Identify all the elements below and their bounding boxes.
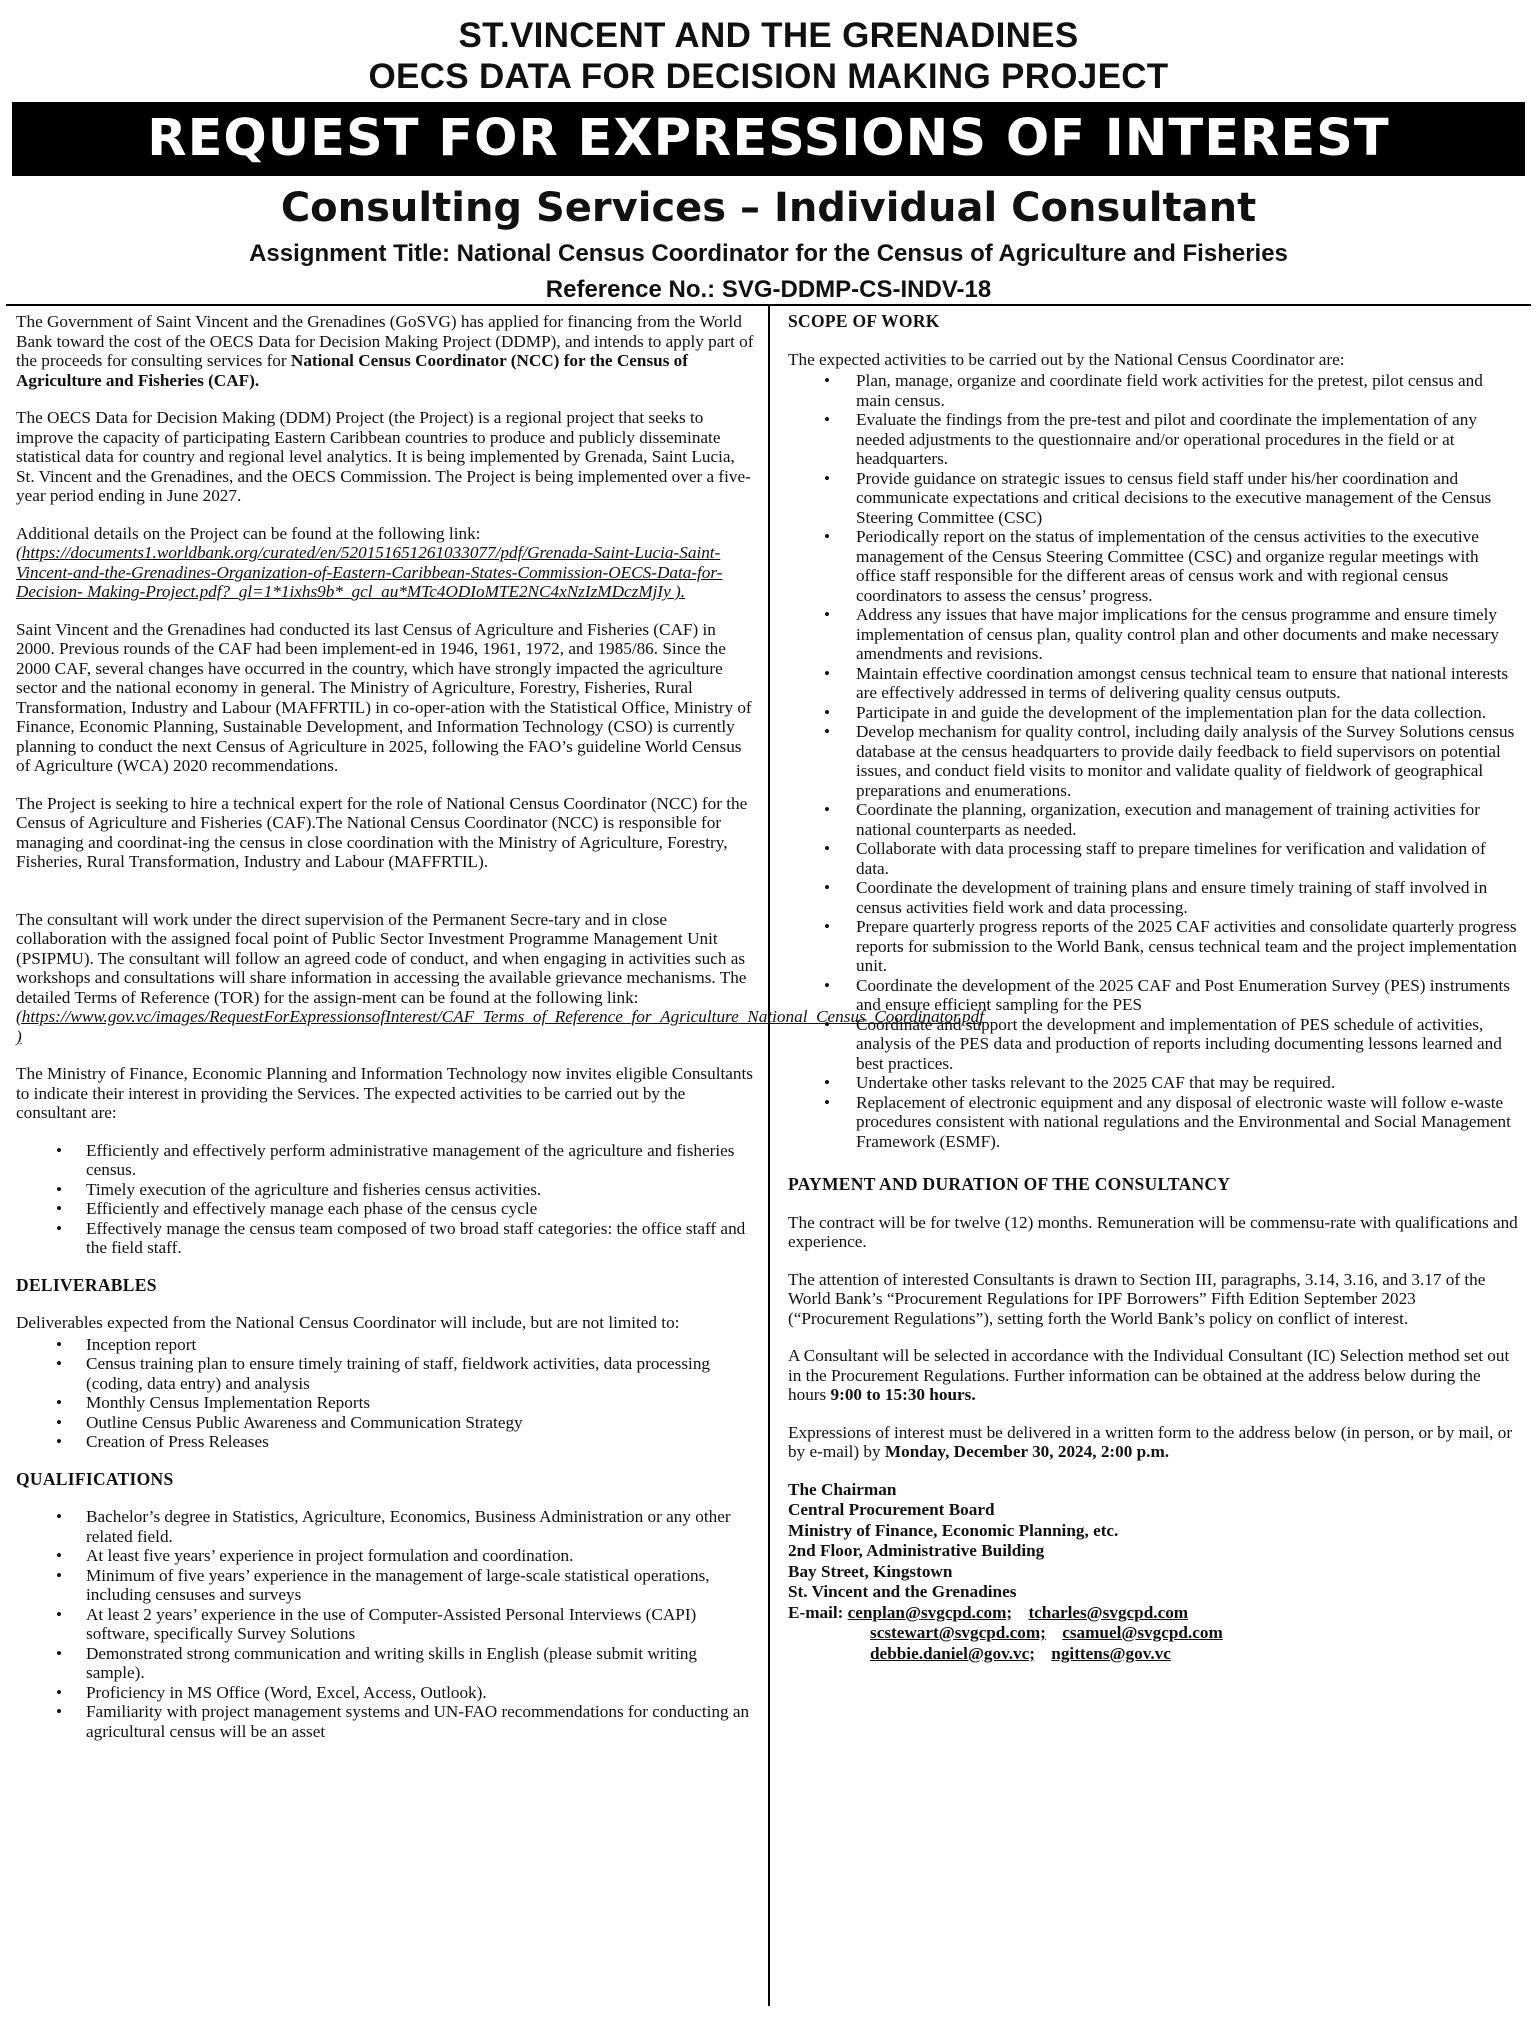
address-line: Bay Street, Kingstown [788, 1561, 953, 1581]
list-item: • Replacement of electronic equipment and any disposal of electronic waste will follow e-waste procedures consistent with national regulations and the Environmental and Social Management Framework (ESMF). [788, 1093, 1519, 1152]
list-item: • Bachelor’s degree in Statistics, Agriculture, Economics, Business Administration or any other related field. [16, 1507, 754, 1546]
email-link[interactable]: debbie.daniel@gov.vc; [870, 1643, 1035, 1663]
list-item: • Proficiency in MS Office (Word, Excel, Access, Outlook). [16, 1683, 754, 1703]
worldbank-link[interactable]: (https://documents1.worldbank.org/curated/en/520151651261033077/pdf/Grenada-Saint-Lucia-Saint-Vincent-and-the-Grenadines-Organization-of-Eastern-Caribbean-States-Commission-OECS-Data-for-Decision- Making-Project.pdf?_gl=1*1ixhs9b*_gcl_au*MTc4ODIoMTE2NC4xNzIzMDczMjIy ). [16, 543, 723, 601]
address-line: The Chairman [788, 1479, 897, 1499]
list-item: • Effectively manage the census team composed of two broad staff categories: the office staff and the field staff. [16, 1219, 754, 1258]
rfe-banner: REQUEST FOR EXPRESSIONS OF INTEREST [12, 102, 1525, 176]
list-item: • Coordinate the planning, organization, execution and management of training activities for national counterparts as needed. [788, 800, 1519, 839]
qualifications-list [16, 1507, 754, 1741]
list-item: • Timely execution of the agriculture and fisheries census activities. [16, 1180, 754, 1200]
list-item: • At least 2 years’ experience in the use of Computer-Assisted Personal Interviews (CAPI) software, specifically Survey Solutions [16, 1605, 754, 1644]
email-link[interactable]: cenplan@svgcpd.com; [847, 1602, 1013, 1622]
list-item: • Evaluate the findings from the pre-test and pilot and coordinate the implementation of any needed adjustments to the questionnaire and/or operational procedures in the field or at headquarters. [788, 410, 1519, 469]
list-item: • Develop mechanism for quality control, including daily analysis of the Survey Solutions census database at the census headquarters to provide daily feedback to field supervisors on potential issues, and conduct field visits to monitor and validate quality of fieldwork of geographical preparations and enumerations. [788, 722, 1519, 800]
list-item: • Creation of Press Releases [16, 1432, 754, 1452]
email-link[interactable]: csamuel@svgcpd.com [1062, 1623, 1223, 1642]
deliverables-list [16, 1335, 754, 1452]
list-item: • Coordinate the development of training plans and ensure timely training of staff involved in census activities field work and data processing. [788, 878, 1519, 917]
list-item: • Outline Census Public Awareness and Communication Strategy [16, 1413, 754, 1433]
email-link[interactable]: scstewart@svgcpd.com; [870, 1623, 1046, 1642]
list-item: • Minimum of five years’ experience in the management of large-scale statistical operations, including censuses and surveys [16, 1566, 754, 1605]
intro-bold: National Census Coordinator (NCC) for the Census of Agriculture and Fisheries (CAF). [16, 351, 688, 390]
assignment-title: Assignment Title: National Census Coordinator for the Census of Agriculture and Fisheries [249, 240, 1288, 267]
project-paragraph: The OECS Data for Decision Making (DDM) Project (the Project) is a regional project that seeks to improve the capacity of participating Eastern Caribbean countries to produce and publicly disseminate statistical data for country and regional level analytics. It is being implemented by Grenada, Saint Lucia, St. Vincent and the Grenadines, and the OECS Commission. The Project is being implemented over a five-year period ending in June 2027. [16, 408, 751, 505]
address-line: 2nd Floor, Administrative Building [788, 1541, 1045, 1560]
address-line: Ministry of Finance, Economic Planning, etc. [788, 1520, 1119, 1540]
scope-heading: SCOPE OF WORK [788, 311, 940, 331]
list-item: • Provide guidance on strategic issues to census field staff under his/her coordination and communicate expectations and critical decisions to the executive management of the Census Steering Committee (CSC) [788, 469, 1519, 528]
list-item: • Inception report [16, 1335, 754, 1355]
deadline-paragraph: Expressions of interest must be delivered in a written form to the address below (in person, or by mail, or by e-mail) by Monday, December 30, 2024, 2:00 p.m. [788, 1422, 1513, 1461]
deliverables-heading: DELIVERABLES [16, 1274, 157, 1295]
list-item: • Maintain effective coordination amongst census technical team to ensure that national interests are effectively addressed in terms of delivering quality census outputs. [788, 664, 1519, 703]
list-item: • Participate in and guide the development of the implementation plan for the data collection. [788, 703, 1519, 723]
list-item: • Efficiently and effectively perform administrative management of the agriculture and fisheries census. [16, 1141, 754, 1180]
list-item: • Familiarity with project management systems and UN-FAO recommendations for conducting an agricultural census will be an asset [16, 1702, 754, 1741]
list-item: • Census training plan to ensure timely training of staff, fieldwork activities, data processing (coding, data entry) and analysis [16, 1354, 754, 1393]
list-item: • Coordinate the development of the 2025 CAF and Post Enumeration Survey (PES) instruments and ensure efficient sampling for the PES [788, 976, 1519, 1015]
list-item: • Undertake other tasks relevant to the 2025 CAF that may be required. [788, 1073, 1519, 1093]
payment-heading: PAYMENT AND DURATION OF THE CONSULTANCY [788, 1174, 1231, 1194]
address-block [788, 1480, 1519, 1665]
activities-list [16, 1141, 754, 1258]
intro-paragraph: The Government of Saint Vincent and the Grenadines (GoSVG) has applied for financing from the World Bank toward the cost of the OECS Data for Decision Making Project (DDMP), and intends to apply part of the proceeds for consulting services for National Census Coordinator (NCC) for the Census of Agriculture and Fisheries (CAF). [16, 312, 754, 390]
list-item: • Plan, manage, organize and coordinate field work activities for the pretest, pilot census and main census. [788, 371, 1519, 410]
supervision-paragraph: The consultant will work under the direct supervision of the Permanent Secre-tary and in close collaboration with the assigned focal point of Public Sector Investment Programme Management Unit (PSIPMU). The consultant will follow an agreed code of conduct, and when engaging in activities such as workshops and consultations will share information in accessing the available grievance mechanisms. The detailed Terms of Reference (TOR) for the assign-ment can be found at the following link: (https://www.gov.vc/images/RequestForExpressionsofInterest/CAF_Terms_of_Reference_for_Agriculture_National_Census_Coordinator.pdf ) [16, 909, 984, 1046]
address-line: Central Procurement Board [788, 1500, 995, 1519]
history-paragraph: Saint Vincent and the Grenadines had conducted its last Census of Agriculture and Fisheries (CAF) in 2000. Previous rounds of the CAF had been implement-ed in 1946, 1961, 1972, and 1985/86. Since the 2000 CAF, several changes have occurred in the country, which have strongly impacted the agriculture sector and the national economy in general. The Ministry of Agriculture, Forestry, Fisheries, Rural Transformation, Industry and Labour (MAFFRTIL) in co-oper-ation with the Statistical Office, Ministry of Finance, Economic Planning, Sustainable Development, and Information Technology (CSO) is currently planning to conduct the next Census of Agriculture in 2025, following the FAO’s guideline World Census of Agriculture (WCA) 2020 recommendations. [16, 619, 752, 775]
email-label: E-mail: [788, 1602, 844, 1622]
header [6, 0, 1531, 308]
country-title: ST.VINCENT AND THE GRENADINES [458, 16, 1079, 55]
selection-paragraph: A Consultant will be selected in accordance with the Individual Consultant (IC) Selection method set out in the Procurement Regulations. Further information can be obtained at the address below during the hours 9:00 to 15:30 hours. [788, 1346, 1510, 1404]
deliverables-intro: Deliverables expected from the National Census Coordinator will include, but are not limited to: [16, 1313, 680, 1332]
email-row [788, 1603, 1519, 1624]
list-item: • Demonstrated strong communication and writing skills in English (please submit writing sample). [16, 1644, 754, 1683]
body-columns [6, 304, 1531, 2006]
contract-paragraph: The contract will be for twelve (12) months. Remuneration will be commensu-rate with qualifications and experience. [788, 1212, 1518, 1251]
invitation-paragraph: The Ministry of Finance, Economic Planning and Information Technology now invites eligible Consultants to indicate their interest in providing the Services. The expected activities to be carried out by the consultant are: [16, 1064, 753, 1122]
deadline: Monday, December 30, 2024, 2:00 p.m. [884, 1442, 1170, 1461]
list-item: • Prepare quarterly progress reports of the 2025 CAF activities and consolidate quarterly progress reports for submission to the World Bank, census technical team and the project implementation unit. [788, 917, 1519, 976]
tor-link[interactable]: (https://www.gov.vc/images/RequestForExpressionsofInterest/CAF_Terms_of_Reference_for_Agriculture_National_Census_Coordinator.pdf ) [16, 1007, 984, 1046]
email-link[interactable]: ngittens@gov.vc [1051, 1643, 1171, 1663]
list-item: • Address any issues that have major implications for the census programme and ensure timely implementation of census plan, quality control plan and other documents and make necessary amendments and revisions. [788, 605, 1519, 664]
email-row [788, 1623, 1519, 1644]
reference-number: Reference No.: SVG-DDMP-CS-INDV-18 [545, 276, 992, 303]
email-row [788, 1644, 1519, 1665]
right-column [770, 306, 1531, 2006]
list-item: • At least five years’ experience in project formulation and coordination. [16, 1546, 754, 1566]
list-item: • Efficiently and effectively manage each phase of the census cycle [16, 1199, 754, 1219]
list-item: • Periodically report on the status of implementation of the census activities to the executive management of the Census Steering Committee (CSC) and organize regular meetings with office staff responsible for the different areas of census work and with regional census coordinators to assess the census’ progress. [788, 527, 1519, 605]
details-paragraph: Additional details on the Project can be found at the following link: (https://documents1.worldbank.org/curated/en/520151651261033077/pdf/Grenada-Saint-Lucia-Saint-Vincent-and-the-Grenadines-Organization-of-Eastern-Caribbean-States-Commission-OECS-Data-for-Decision- Making-Project.pdf?_gl=1*1ixhs9b*_gcl_au*MTc4ODIoMTE2NC4xNzIzMDczMjIy ). [16, 523, 723, 601]
list-item: • Collaborate with data processing staff to prepare timelines for verification and validation of data. [788, 839, 1519, 878]
project-title: OECS DATA FOR DECISION MAKING PROJECT [368, 57, 1169, 96]
conflict-paragraph: The attention of interested Consultants is drawn to Section III, paragraphs, 3.14, 3.16, and 3.17 of the World Bank’s “Procurement Regulations for IPF Borrowers” Fifth Edition September 2023 (“Procurement Regulations”), setting forth the World Bank’s policy on conflict of interest. [788, 1269, 1486, 1328]
qualifications-heading: QUALIFICATIONS [16, 1468, 174, 1489]
address-line: St. Vincent and the Grenadines [788, 1582, 1017, 1601]
role-paragraph: The Project is seeking to hire a technical expert for the role of National Census Coordinator (NCC) for the Census of Agriculture and Fisheries (CAF).The National Census Coordinator (NCC) is responsible for managing and coordinat-ing the census in close coordination with the Ministry of Agriculture, Forestry, Fisheries, Rural Transformation, Industry and Labour (MAFFRTIL). [16, 793, 748, 871]
email-link[interactable]: tcharles@svgcpd.com [1028, 1602, 1189, 1622]
office-hours: 9:00 to 15:30 hours. [830, 1385, 976, 1404]
scope-intro: The expected activities to be carried out by the National Census Coordinator are: [788, 349, 1345, 369]
subtitle: Consulting Services – Individual Consultant [280, 185, 1257, 231]
list-item: • Coordinate and support the development and implementation of PES schedule of activities, analysis of the PES data and production of reports including documenting lessons learned and best practices. [788, 1015, 1519, 1074]
scope-list [788, 371, 1519, 1151]
list-item: • Monthly Census Implementation Reports [16, 1393, 754, 1413]
